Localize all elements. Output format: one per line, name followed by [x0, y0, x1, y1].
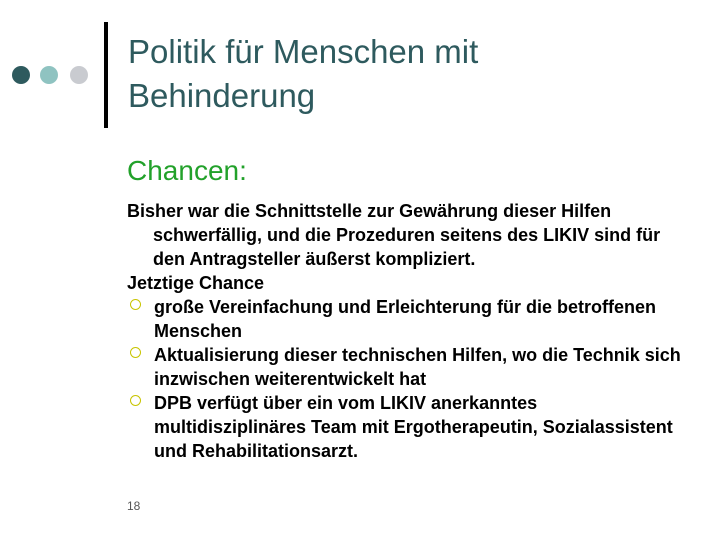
bullet-item-3 — [127, 391, 687, 463]
slide-title — [128, 30, 698, 118]
bullet-text-3: DPB verfügt über ein vom LIKIV anerkanntes multidisziplinäres Team mit Ergotherapeutin, Sozialassistent und Rehabilitationsarzt. — [154, 393, 673, 461]
title-divider-bar — [104, 22, 108, 128]
hollow-circle-bullet-icon — [130, 395, 141, 406]
bullet-item-2 — [127, 343, 687, 391]
slide-subtitle: Chancen: — [127, 155, 247, 186]
slide-body — [127, 199, 687, 463]
page-number: 18 — [127, 499, 141, 513]
hollow-circle-bullet-icon — [130, 299, 141, 310]
hollow-circle-bullet-icon — [130, 347, 141, 358]
intro-paragraph: Bisher war die Schnittstelle zur Gewährung dieser Hilfen schwerfällig, und die Prozeduren seitens des LIKIV sind für den Antragsteller äußerst kompliziert. — [127, 201, 661, 269]
bullet-text-1: große Vereinfachung und Erleichterung für die betroffenen Menschen — [154, 297, 657, 341]
dot-icon-dark — [12, 66, 30, 84]
decorative-dots — [12, 66, 96, 84]
dot-icon-gray — [70, 66, 88, 84]
chance-heading: Jetztige Chance — [127, 273, 265, 293]
bullet-text-2: Aktualisierung dieser technischen Hilfen, wo die Technik sich inzwischen weiterentwickelt hat — [154, 345, 681, 389]
dot-icon-teal — [40, 66, 58, 84]
slide-title-line-2: Behinderung — [128, 77, 316, 114]
slide-title-line-1: Politik für Menschen mit — [128, 33, 479, 70]
bullet-item-1 — [127, 295, 687, 343]
